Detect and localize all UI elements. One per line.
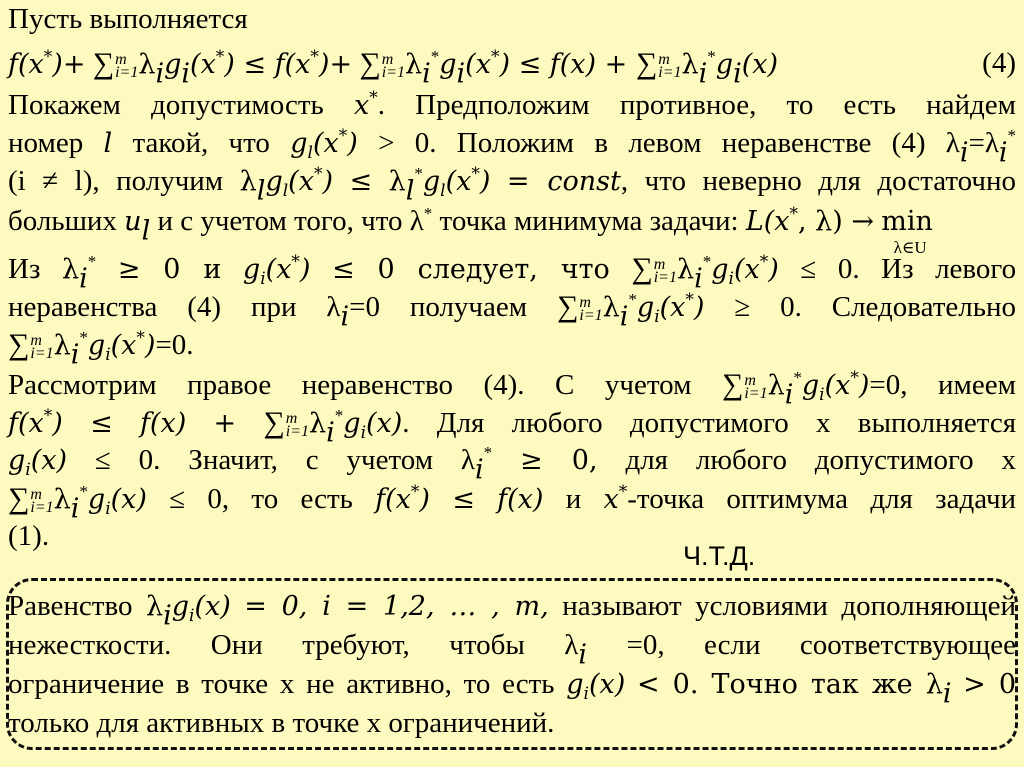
p3-line5: (1). [8, 520, 50, 552]
p1-line3: (i ≠ l), получим $\lambda_lg_l(x^*) \le \lambda_l^*g_l(x^*)$ = const, что неверно для достаточно [8, 163, 1016, 207]
box-line4: только для активных в точке х ограничений. [8, 707, 555, 739]
p3-line4: ∑ m i=1 $\lambda_i^*g_i(x) \le 0$, то есть f(x*) ≤ f(x) и x*-точка оптимума для задачи [8, 481, 1017, 525]
equation-4: f(x*)+ ∑ m i=1 $\lambda_ig_i(x^*) \le f(x^*)+$ ∑ m i=1 $\lambda_i^*g_i(x^*) \le f(x)$ + ∑ m i=1 $\lambda_i^*g_i(x)$ (4) [8, 46, 1016, 90]
intro-line [8, 3, 1016, 36]
box-line1: Равенство $\lambda_ig_i(x) = 0$, i = 1,2, … , m, называют условиями дополняющей [8, 590, 1016, 632]
equation-number: (4) [982, 47, 1016, 79]
p2-line3: ∑ m i=1 $\lambda_i^*g_i(x^*)=0$. [8, 327, 194, 371]
qed-mark: Ч.Т.Д. [683, 541, 756, 571]
p2-line2: неравенства (4) при $\lambda_i=0$ получаем ∑ m i=1 $\lambda_i^*g_i(x^*) \ge 0$. Следовательно [8, 289, 1016, 333]
min-operator: min λ∈U [881, 206, 933, 257]
box-line2: нежесткости. Они требуют, чтобы $\lambda_i =0$, если соответствующее [8, 629, 1016, 671]
p1-line2: номер l такой, что $g_l(x^*) > 0$. Положим в левом неравенстве (4) $\lambda_i=\lambda_i^*$ [8, 125, 1017, 169]
p1-line1: Покажем допустимость x*. Предположим противное, то есть найдем [8, 87, 1017, 121]
p3-line2: f(x*) ≤ f(x) + ∑ m i=1 $\lambda_i^*g_i(x)$. Для любого допустимого х выполняется [8, 405, 1017, 449]
box-line3: ограничение в точке х не активно, то есть $g_i(x) < 0$. Точно так же $\lambda_i > 0$ [8, 668, 1017, 710]
p3-line3: $g_i(x) \le 0$. Значит, с учетом $\lambda_i^* \ge 0$, для любого допустимого х [8, 442, 1017, 486]
p1-line4: больших $u_l$ и с учетом того, что λ* точка минимума задачи: L(x*, λ) → min λ∈U [8, 203, 933, 257]
intro-text: Пусть выполняется [8, 3, 248, 35]
p2-line1: Из $\lambda_i^* \ge 0$ и $g_i(x^*) \le 0$ следует, что ∑ m i=1 $\lambda_i^*g_i(x^*) \le 0$. Из левого [8, 251, 1017, 295]
p3-line1: Рассмотрим правое неравенство (4). С учетом ∑ m i=1 $\lambda_i^*g_i(x^*)=0$, имеем [8, 367, 1016, 411]
